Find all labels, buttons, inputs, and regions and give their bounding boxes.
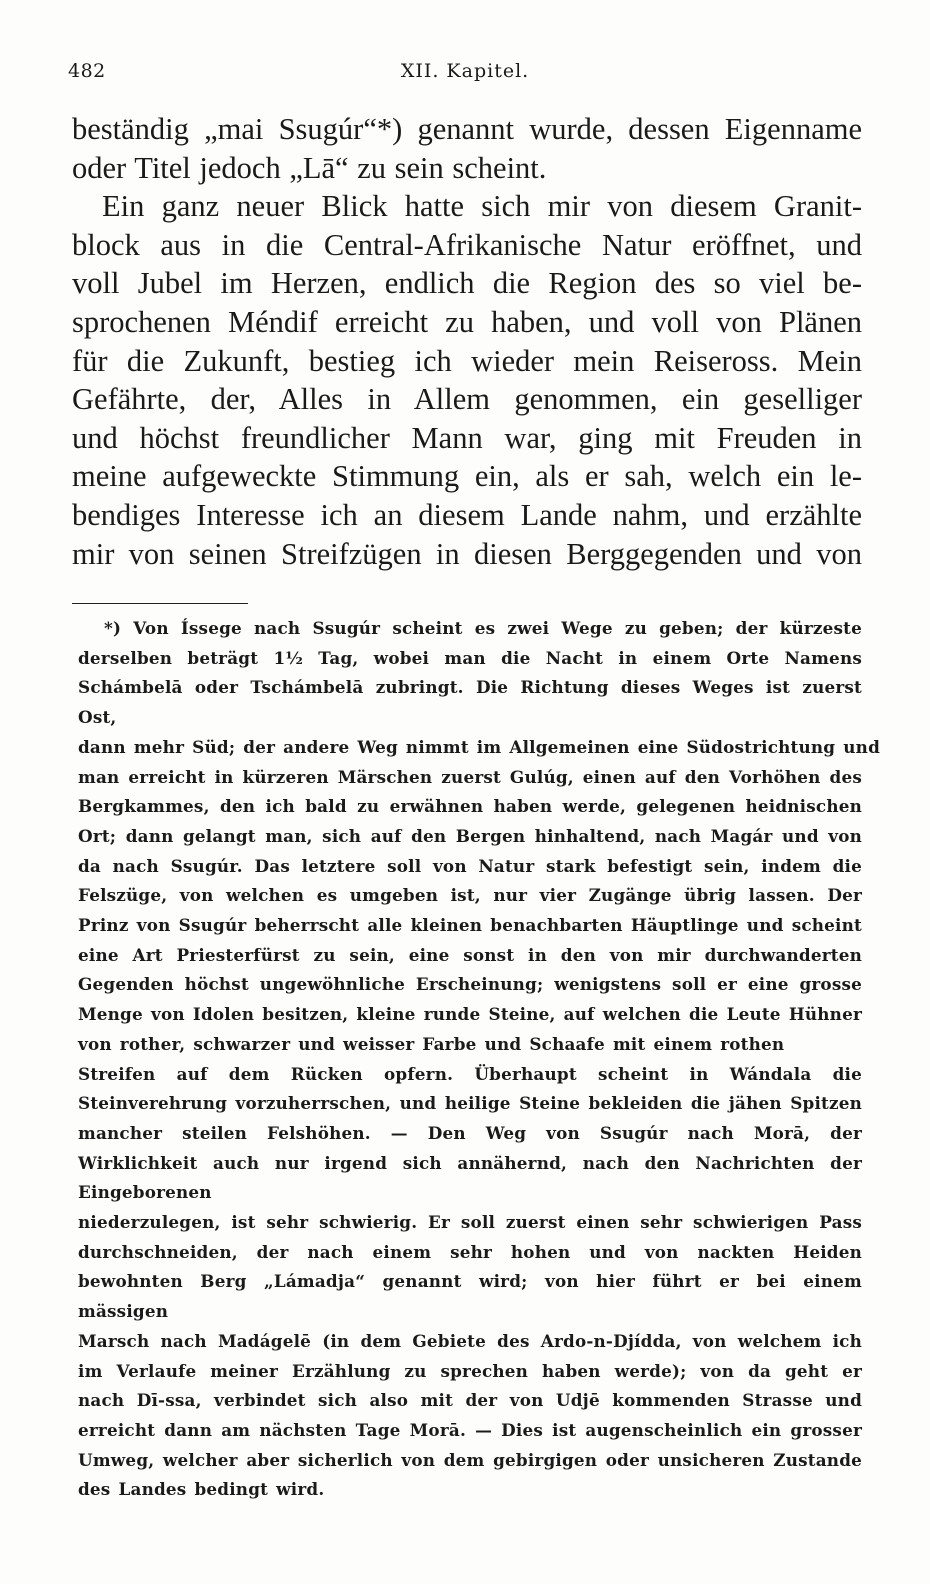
text-line: oder Titel jedoch „Lā“ zu sein scheint.: [72, 150, 547, 185]
footnote-line: da nach Ssugúr. Das letztere soll von Natur stark befestigt sein, indem die: [78, 855, 862, 876]
text-line: meine aufgeweckte Stimmung ein, als er sah, welch ein le-: [72, 459, 862, 494]
text-line: für die Zukunft, bestieg ich wieder mein Reiseross. Mein: [72, 343, 862, 378]
footnote-line: nach Dī-ssa, verbindet sich also mit der von Udjē kommenden Strasse und: [78, 1390, 862, 1411]
footnote-line: Gegenden höchst ungewöhnliche Erscheinung; wenigstens soll er eine grosse: [78, 974, 862, 995]
footnote-line: im Verlaufe meiner Erzählung zu sprechen haben werde); von da geht er: [78, 1360, 862, 1381]
running-head: [68, 60, 862, 90]
footnote-line: Marsch nach Madágelē (in dem Gebiete des Ardo-n-Djídda, von welchem ich: [78, 1330, 862, 1351]
text-line: voll Jubel im Herzen, endlich die Region des so viel be-: [72, 266, 862, 301]
text-line: beständig „mai Ssugúr“*) genannt wurde, dessen Eigenname: [72, 112, 862, 146]
text-line: Gefährte, der, Alles in Allem genommen, ein geselliger: [72, 382, 862, 417]
footnote-line: Felszüge, von welchen es umgeben ist, nur vier Zugänge übrig lassen. Der: [78, 885, 862, 906]
main-text: [72, 110, 862, 573]
footnote-line: des Landes bedingt wird.: [78, 1479, 325, 1500]
text-line: sprochenen Méndif erreicht zu haben, und voll von Plänen: [72, 304, 862, 339]
text-line: Ein ganz neuer Blick hatte sich mir von diesem Granit-: [102, 189, 862, 224]
footnote-line: Prinz von Ssugúr beherrscht alle kleinen benachbarten Häuptlinge und scheint: [78, 915, 862, 936]
footnote-line: Menge von Idolen besitzen, kleine runde Steine, auf welchen die Leute Hühner von rother, schwarzer und weisser Farbe und Schaafe mit einem rothen: [78, 1004, 862, 1054]
text-line: mir von seinen Streifzügen in diesen Berggegenden und von: [72, 536, 862, 571]
text-line: bendiges Interesse ich an diesem Lande nahm, und erzählte: [72, 497, 862, 532]
chapter-heading: XII. Kapitel.: [400, 60, 530, 82]
footnote-line: Ort; dann gelangt man, sich auf den Bergen hinhaltend, nach Magár und von: [78, 825, 862, 846]
footnote: [78, 614, 881, 1505]
footnote-line: derselben beträgt 1½ Tag, wobei man die Nacht in einem Orte Namens Schámbelā oder Tschámbelā zubringt. Die Richtung dieses Weges ist zuerst Ost,: [78, 647, 862, 728]
footnote-line: dann mehr Süd; der andere Weg nimmt im Allgemeinen eine Südostrichtung und: [78, 736, 881, 757]
page-number: 482: [68, 60, 106, 82]
footnote-rule: [72, 603, 248, 604]
footnote-line: Streifen auf dem Rücken opfern. Überhaupt scheint in Wándala die Steinverehrung vorzuherrschen, und heilige Steine bekleiden die jähen Spitzen mancher steilen Felshöhen. — Den Weg von Ssugúr nach Morā, der Wirklichkeit auch nur irgend sich annähernd, nach den Nachrichten der Eingeborenen: [78, 1063, 862, 1203]
footnote-line: durchschneiden, der nach einem sehr hohen und von nackten Heiden bewohnten Berg „Lámadja“ genannt wird; von hier führt er bei einem mässigen: [78, 1241, 862, 1322]
footnote-line: eine Art Priesterfürst zu sein, eine sonst in den von mir durchwanderten: [78, 944, 862, 965]
footnote-line: *) Von Íssege nach Ssugúr scheint es zwei Wege zu geben; der kürzeste: [104, 618, 862, 638]
footnote-line: Bergkammes, den ich bald zu erwähnen haben werde, gelegenen heidnischen: [78, 796, 862, 817]
footnote-line: niederzulegen, ist sehr schwierig. Er soll zuerst einen sehr schwierigen Pass: [78, 1212, 862, 1233]
text-line: block aus in die Central-Afrikanische Natur eröffnet, und: [72, 227, 862, 262]
footnote-line: Umweg, welcher aber sicherlich von dem gebirgigen oder unsicheren Zustande: [78, 1449, 862, 1470]
footnote-line: erreicht dann am nächsten Tage Morā. — Dies ist augenscheinlich ein grosser: [78, 1419, 862, 1440]
footnote-line: man erreicht in kürzeren Märschen zuerst Gulúg, einen auf den Vorhöhen des: [78, 766, 862, 787]
text-line: und höchst freundlicher Mann war, ging mit Freuden in: [72, 420, 862, 455]
